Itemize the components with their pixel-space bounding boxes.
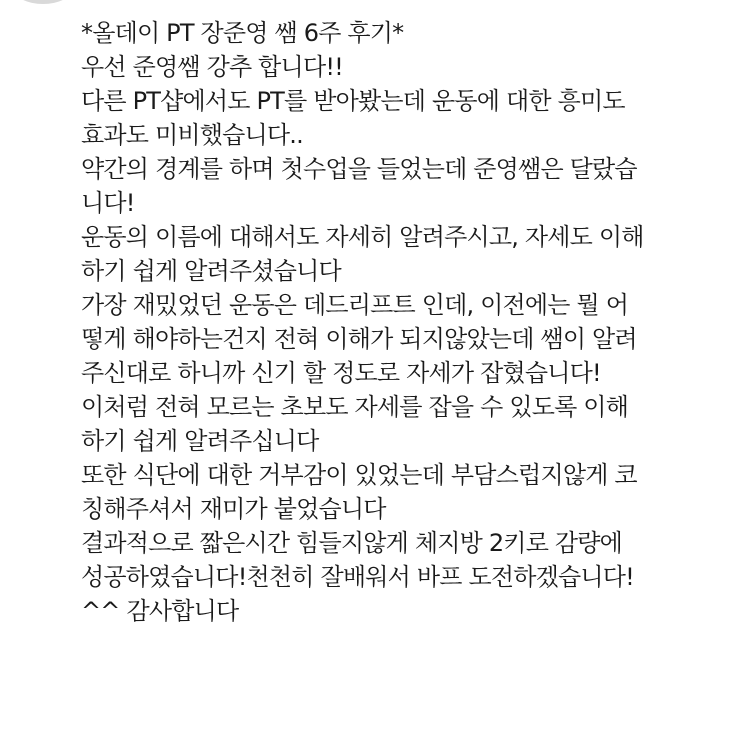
review-line: 하기 쉽게 알려주셨습니다 [81,257,341,285]
review-line: 또한 식단에 대한 거부감이 있었는데 부담스럽지않게 코 [81,461,637,489]
review-line: *올데이 PT 장준영 쌤 6주 후기* [81,19,404,47]
review-line: 하기 쉽게 알려주십니다 [81,427,319,455]
review-text [81,16,736,628]
avatar [14,0,72,4]
review-line: 운동의 이름에 대해서도 자세히 알려주시고, 자세도 이해 [81,223,644,251]
review-line: 약간의 경계를 하며 첫수업을 들었는데 준영쌤은 달랐습 [81,155,637,183]
review-line: 칭해주셔서 재미가 붙었습니다 [81,495,386,523]
review-line: 가장 재밌었던 운동은 데드리프트 인데, 이전에는 뭘 어 [81,291,629,319]
review-line: 결과적으로 짧은시간 힘들지않게 체지방 2키로 감량에 [81,529,623,557]
review-line: 이처럼 전혀 모르는 초보도 자세를 잡을 수 있도록 이해 [81,393,629,421]
review-line: 떻게 해야하는건지 전혀 이해가 되지않았는데 쌤이 알려 [81,325,637,353]
review-line: 니다! [81,189,135,217]
review-line: 다른 PT샵에서도 PT를 받아봤는데 운동에 대한 흥미도 [81,87,625,115]
review-line: ^^ 감사합니다 [81,597,239,625]
review-line: 주신대로 하니까 신기 할 정도로 자세가 잡혔습니다! [81,359,601,387]
review-line: 성공하였습니다!천천히 잘배워서 바프 도전하겠습니다! [81,563,634,591]
review-line: 우선 준영쌤 강추 합니다!! [81,53,343,81]
review-line: 효과도 미비했습니다.. [81,121,303,149]
